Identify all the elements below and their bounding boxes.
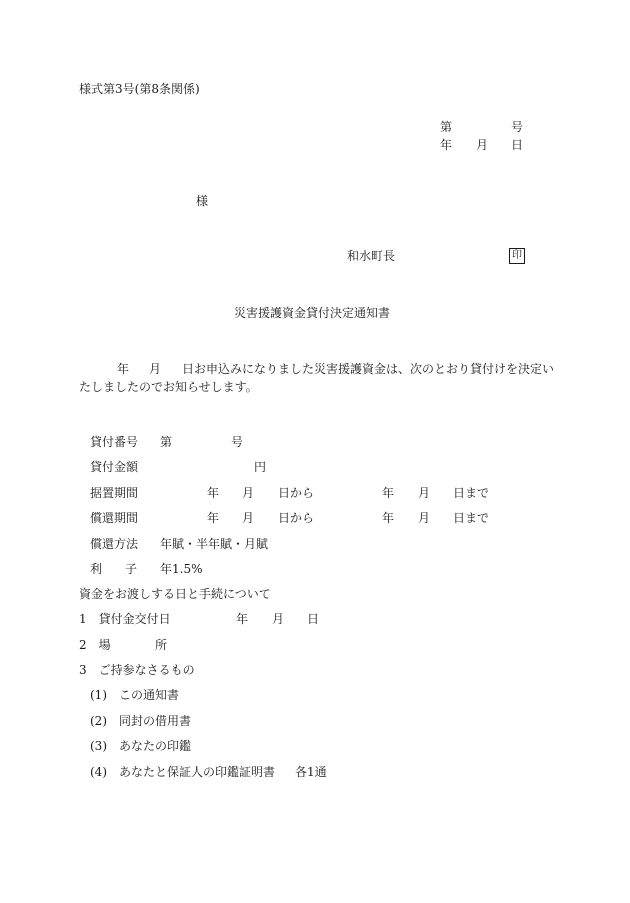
repay-method-value: 年賦・半年賦・月賦 [160,537,269,551]
deferment-month-2: 月 [418,486,431,500]
loan-number-label: 貸付番号 [90,435,139,449]
doc-number-prefix: 第 [440,120,453,134]
repay-year-2: 年 [382,511,395,525]
addressee-honorific: 様 [196,194,209,208]
deferment-from: 日から [278,486,315,500]
date-month: 月 [476,138,489,152]
procedure-item-1-year: 年 [236,612,249,626]
repay-month-1: 月 [242,511,255,525]
loan-amount-label: 貸付金額 [90,460,139,474]
loan-number-prefix: 第 [160,435,173,449]
procedure-item-3-label: 3 ご持参なさるもの [79,663,195,677]
seal-stamp: 印 [509,248,525,264]
repay-month-2: 月 [418,511,431,525]
deferment-label: 据置期間 [90,486,139,500]
repay-method-label: 償還方法 [90,537,139,551]
sub-item-2-text: 同封の借用書 [119,714,192,728]
issuer-title: 和水町長 [347,249,396,263]
date-year: 年 [440,138,453,152]
sub-item-4-number: (4) [90,765,107,779]
interest-label-2: 子 [125,562,138,576]
doc-number-suffix: 号 [511,120,524,134]
deferment-year-1: 年 [207,486,220,500]
body-year: 年 [117,362,130,376]
loan-number-suffix: 号 [231,435,244,449]
sub-item-4-text: あなたと保証人の印鑑証明書 [119,765,276,779]
repay-from: 日から [278,511,315,525]
sub-item-3-text: あなたの印鑑 [119,739,192,753]
form-label: 様式第3号(第8条関係) [79,82,200,96]
procedure-item-1-day: 日 [307,612,320,626]
body-month: 月 [149,362,162,376]
sub-item-3-number: (3) [90,739,107,753]
procedure-item-1-label: 1 貸付金交付日 [79,612,171,626]
repay-period-label: 償還期間 [90,511,139,525]
repay-until: 日まで [453,511,490,525]
sub-item-4-extra: 各1通 [295,765,327,779]
loan-amount-unit: 円 [254,460,267,474]
body-text-line1: 日お申込みになりました災害援護資金は、次のとおり貸付けを決定い [182,362,555,376]
procedure-item-2-label: 2 場 [79,638,111,652]
date-day: 日 [511,138,524,152]
deferment-month-1: 月 [242,486,255,500]
deferment-until: 日まで [453,486,490,500]
sub-item-1-number: (1) [90,688,107,702]
interest-value: 年1.5% [160,562,203,576]
procedure-item-2-label-tail: 所 [155,638,168,652]
sub-item-2-number: (2) [90,714,107,728]
repay-year-1: 年 [207,511,220,525]
sub-item-1-text: この通知書 [119,688,180,702]
deferment-year-2: 年 [382,486,395,500]
procedure-heading: 資金をお渡しする日と手続について [79,587,271,601]
procedure-item-1-month: 月 [272,612,285,626]
document-title: 災害援護資金貸付決定通知書 [234,306,391,320]
interest-label-1: 利 [90,562,103,576]
body-text-line2: たしましたのでお知らせします。 [79,380,258,394]
